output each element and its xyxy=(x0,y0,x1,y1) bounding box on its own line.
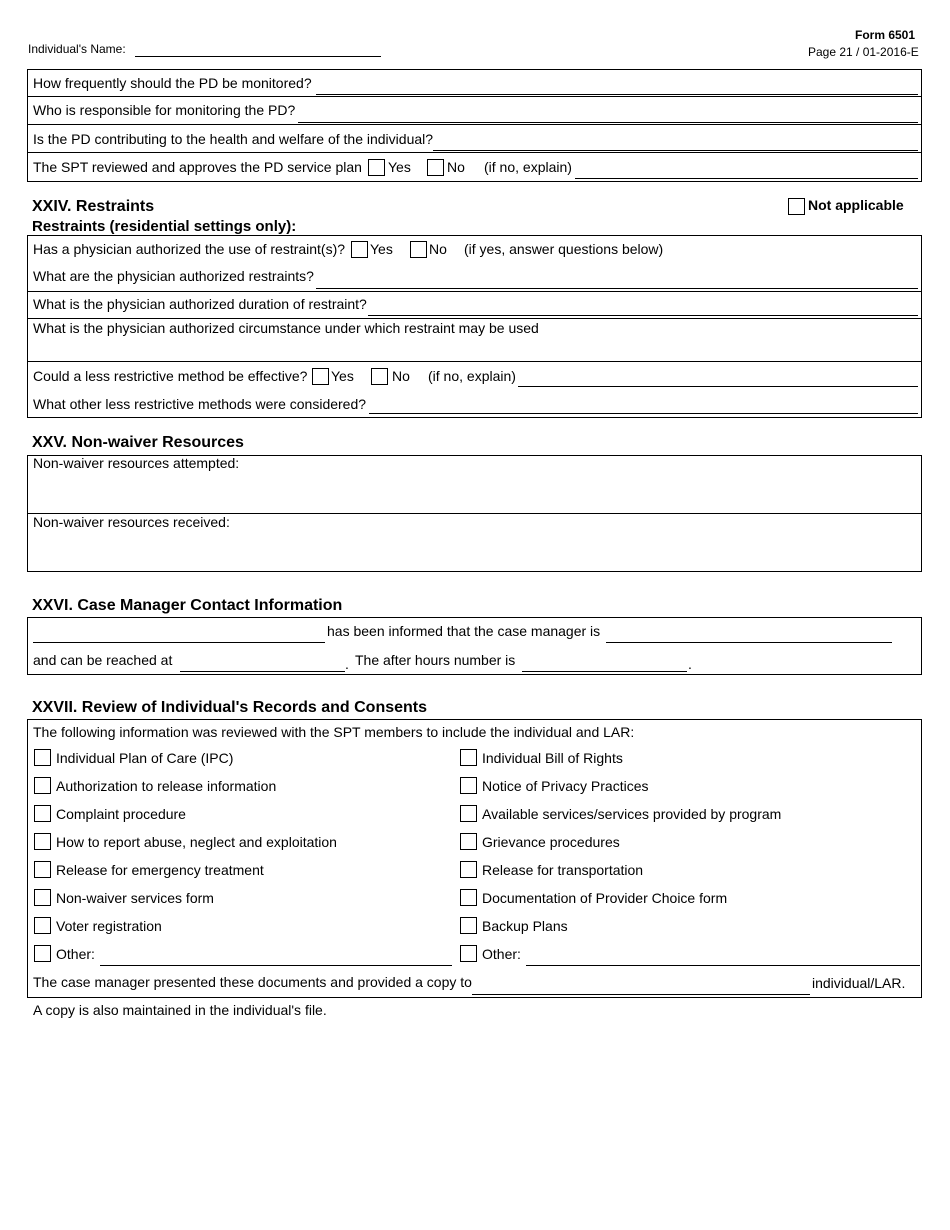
restraint-authorized-no-checkbox[interactable] xyxy=(410,241,427,258)
right-checklist-checkbox[interactable] xyxy=(460,777,477,794)
pd-spt-approves-label: The SPT reviewed and approves the PD service plan xyxy=(33,159,362,175)
restraint-authorized-label: Has a physician authorized the use of restraint(s)? xyxy=(33,241,346,257)
less-restrictive-yes-checkbox[interactable] xyxy=(312,368,329,385)
nonwaiver-title: XXV. Non-waiver Resources xyxy=(32,434,244,451)
right-checklist-label: Notice of Privacy Practices xyxy=(482,778,649,794)
left-checklist-label: Complaint procedure xyxy=(56,806,186,822)
restraints-subtitle: Restraints (residential settings only): xyxy=(32,218,297,235)
pd-approve-no-label: No xyxy=(447,159,465,175)
reached-at-label: and can be reached at xyxy=(33,652,173,668)
individual-lar-label: individual/LAR. xyxy=(812,975,906,991)
left-checklist-label: Other: xyxy=(56,946,95,962)
left-checklist-label: Individual Plan of Care (IPC) xyxy=(56,750,234,766)
restraint-authorized-no-label: No xyxy=(429,241,447,257)
other-left-field[interactable] xyxy=(100,965,452,966)
left-checklist-checkbox[interactable] xyxy=(34,861,51,878)
restraint-circumstance-label: What is the physician authorized circumstance under which restraint may be used xyxy=(33,320,539,336)
informed-label: has been informed that the case manager is xyxy=(327,623,601,639)
left-checklist-checkbox[interactable] xyxy=(34,945,51,962)
individual-name-label: Individual's Name: xyxy=(28,42,126,56)
right-checklist-checkbox[interactable] xyxy=(460,917,477,934)
pd-monitor-frequency-field[interactable] xyxy=(316,94,918,95)
nonwaiver-attempted-field[interactable] xyxy=(33,474,913,510)
left-checklist-label: Release for emergency treatment xyxy=(56,862,264,878)
review-title: XXVII. Review of Individual's Records and Consents xyxy=(32,699,428,716)
left-checklist-checkbox[interactable] xyxy=(34,889,51,906)
left-checklist-label: Voter registration xyxy=(56,918,162,934)
restraint-types-label: What are the physician authorized restraints? xyxy=(33,268,314,284)
page-info: Page 21 / 01-2016-E xyxy=(808,45,919,59)
reached-period: . xyxy=(345,656,349,672)
right-checklist-checkbox[interactable] xyxy=(460,805,477,822)
right-checklist-checkbox[interactable] xyxy=(460,861,477,878)
pd-approve-explain-label: (if no, explain) xyxy=(484,159,572,175)
pd-responsible-label: Who is responsible for monitoring the PD? xyxy=(33,102,296,118)
other-methods-label: What other less restrictive methods were considered? xyxy=(33,396,367,412)
after-hours-period: . xyxy=(688,656,692,672)
restraint-types-field[interactable] xyxy=(316,288,918,289)
restraint-duration-field[interactable] xyxy=(368,315,918,316)
left-checklist-label: Non-waiver services form xyxy=(56,890,214,906)
right-checklist-checkbox[interactable] xyxy=(460,889,477,906)
pd-approve-yes-checkbox[interactable] xyxy=(368,159,385,176)
restraint-duration-label: What is the physician authorized duration of restraint? xyxy=(33,296,367,312)
left-checklist-checkbox[interactable] xyxy=(34,805,51,822)
right-checklist-label: Available services/services provided by program xyxy=(482,806,782,822)
left-checklist-label: How to report abuse, neglect and exploitation xyxy=(56,834,337,850)
restraint-authorized-yes-checkbox[interactable] xyxy=(351,241,368,258)
less-restrictive-explain-field[interactable] xyxy=(518,386,918,387)
less-restrictive-yes-label: Yes xyxy=(331,368,354,384)
nonwaiver-received-field[interactable] xyxy=(33,533,913,569)
presented-label: The case manager presented these documents and provided a copy to xyxy=(33,974,472,990)
restraint-circumstance-field[interactable] xyxy=(33,338,913,358)
case-manager-individual-field[interactable] xyxy=(33,642,325,643)
not-applicable-checkbox[interactable] xyxy=(788,198,805,215)
pd-approve-explain-field[interactable] xyxy=(575,178,918,179)
case-manager-title: XXVI. Case Manager Contact Information xyxy=(32,597,343,614)
form-number: Form 6501 xyxy=(855,28,916,42)
other-methods-field[interactable] xyxy=(369,413,918,414)
pd-contributing-field[interactable] xyxy=(433,150,918,151)
right-checklist-label: Backup Plans xyxy=(482,918,568,934)
less-restrictive-label: Could a less restrictive method be effective? xyxy=(33,368,308,384)
after-hours-label: The after hours number is xyxy=(355,652,516,668)
right-checklist-label: Individual Bill of Rights xyxy=(482,750,623,766)
left-checklist-checkbox[interactable] xyxy=(34,749,51,766)
after-hours-number-field[interactable] xyxy=(522,671,687,672)
individual-name-field[interactable] xyxy=(135,56,381,57)
right-checklist-label: Grievance procedures xyxy=(482,834,620,850)
right-checklist-checkbox[interactable] xyxy=(460,833,477,850)
right-checklist-label: Other: xyxy=(482,946,521,962)
less-restrictive-no-checkbox[interactable] xyxy=(371,368,388,385)
copy-recipient-field[interactable] xyxy=(472,994,810,995)
right-checklist-checkbox[interactable] xyxy=(460,945,477,962)
right-checklist-label: Documentation of Provider Choice form xyxy=(482,890,728,906)
restraints-title: XXIV. Restraints xyxy=(32,198,155,215)
review-intro: The following information was reviewed with the SPT members to include the individual and LAR: xyxy=(33,724,635,740)
right-checklist-checkbox[interactable] xyxy=(460,749,477,766)
right-checklist-label: Release for transportation xyxy=(482,862,644,878)
nonwaiver-attempted-label: Non-waiver resources attempted: xyxy=(33,455,240,471)
case-manager-phone-field[interactable] xyxy=(180,671,345,672)
less-restrictive-no-label: No xyxy=(392,368,410,384)
restraint-authorized-note: (if yes, answer questions below) xyxy=(464,241,664,257)
pd-approve-no-checkbox[interactable] xyxy=(427,159,444,176)
not-applicable-label: Not applicable xyxy=(808,197,904,213)
other-right-field[interactable] xyxy=(526,965,920,966)
pd-responsible-field[interactable] xyxy=(298,122,918,123)
left-checklist-checkbox[interactable] xyxy=(34,917,51,934)
pd-contributing-label: Is the PD contributing to the health and welfare of the individual? xyxy=(33,131,434,147)
restraint-authorized-yes-label: Yes xyxy=(370,241,393,257)
pd-approve-yes-label: Yes xyxy=(388,159,411,175)
case-manager-name-field[interactable] xyxy=(606,642,892,643)
left-checklist-checkbox[interactable] xyxy=(34,777,51,794)
left-checklist-label: Authorization to release information xyxy=(56,778,277,794)
nonwaiver-received-label: Non-waiver resources received: xyxy=(33,514,230,530)
left-checklist-checkbox[interactable] xyxy=(34,833,51,850)
pd-monitor-frequency-label: How frequently should the PD be monitored? xyxy=(33,75,312,91)
less-restrictive-explain-label: (if no, explain) xyxy=(428,368,516,384)
copy-note: A copy is also maintained in the individual's file. xyxy=(33,1002,327,1018)
